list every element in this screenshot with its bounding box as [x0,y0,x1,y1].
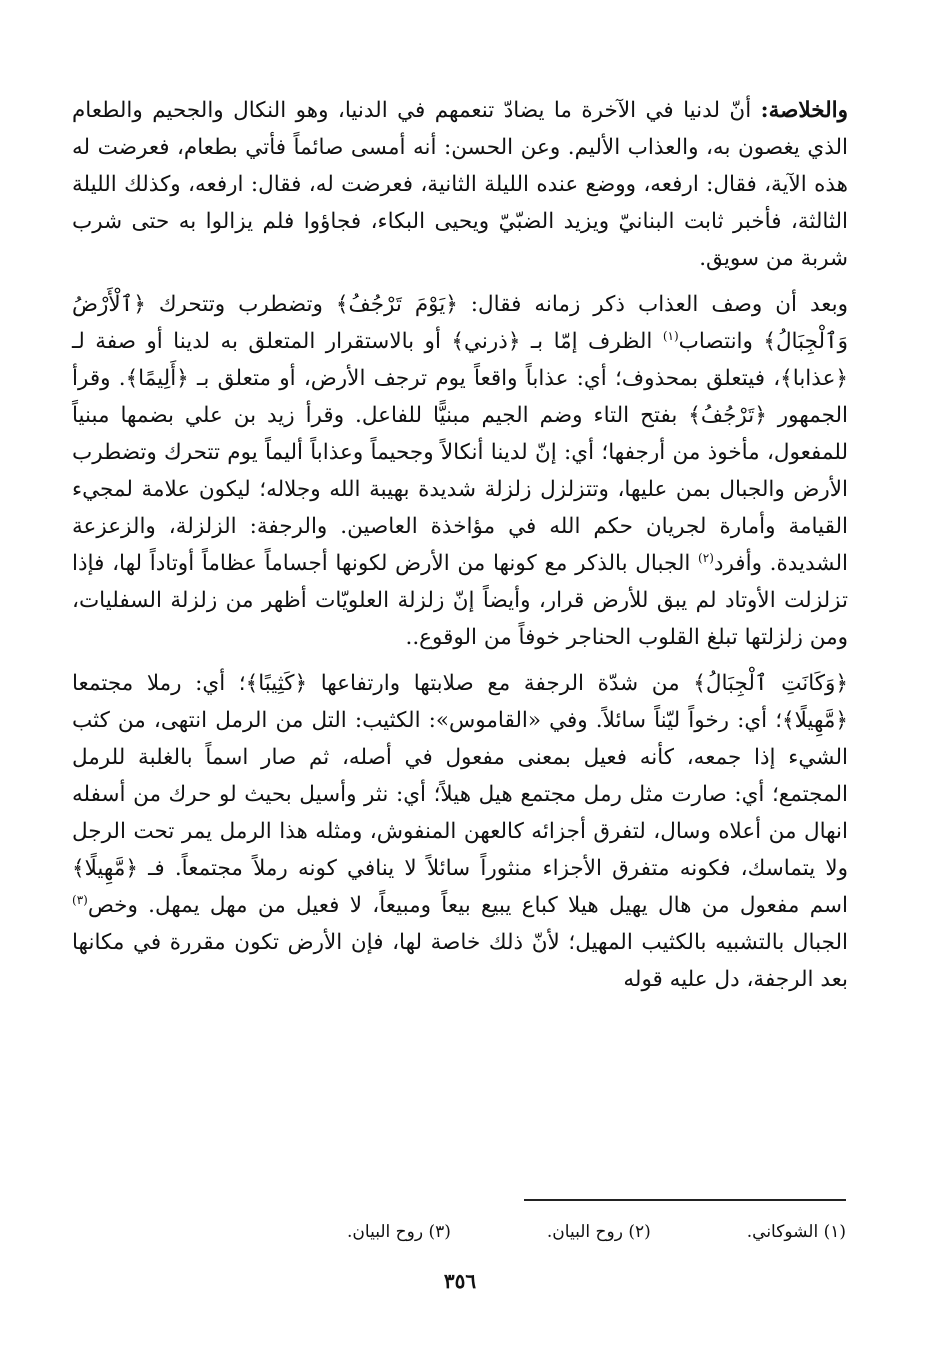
paragraph-tremble [72,286,848,656]
paragraph-text-part: ﴿وَكَانَتِ ٱلْجِبَالُ﴾ من شدّة الرجفة مع صلابتها وارتفاعها ﴿كَثِيبًا﴾؛ أي: رملا مجتمعا ﴿مَّهِيلًا﴾؛ أي: رخواً ليّناً سائلاً. وفي «القاموس»: الكثيب: التل من الرمل انتهى، من كثب الشيء إذا جمعه، كأنه فعيل بمعنى مفعول في أصله، ثم صار اسماً بالغلبة للرمل المجتمع؛ أي: صارت مثل رمل مجتمع هيل هيلاً؛ أي: نثر وأسيل بحيث لو حرك من أسفله انهال من أعلاه وسال، لتفرق أجزائه كالعهن المنفوش، ومثله هذا الرمل يمر تحت الرجل ولا يتماسك، فكونه متفرق الأجزاء منثوراً سائلاً لا ينافي كونه رملاً مجتمعاً. فـ ﴿مَّهِيلًا﴾ اسم مفعول من هال يهيل هيلا كباع يبيع بيعاً ومبيعاً، لا فعيل من مهل يمهل. وخص [72,671,848,918]
page-number: ٣٥٦ [443,1269,477,1293]
footnote-item: (٣) روح البيان. [347,1222,451,1242]
footnote-marker: (١) [662,328,679,343]
page-body [72,92,849,1293]
paragraph-text-part: الجبال بالتشبيه بالكثيب المهيل؛ لأنّ ذلك خاصة لها، فإن الأرض تكون مقررة في مكانها بعد الرجفة، دل عليه قوله [72,930,848,992]
paragraph-text-part: الجبال بالذكر مع كونها من الأرض لكونها أجساماً عظاماً أوتاداً لها، فإذا تزلزلت الأوتاد لم يبق للأرض قرار، وأيضاً إنّ زلزلة العلويّات أظهر من زلزلة السفليات، ومن زلزلتها تبلغ القلوب الحناجر خوفاً من الوقوع.. [72,551,848,650]
footnote-item: (١) الشوكاني. [746,1222,846,1242]
paragraph-text-part: وبعد أن وصف العذاب ذكر زمانه فقال: ﴿يَوْمَ تَرْجُفُ﴾ وتضطرب وتتحرك ﴿ٱلْأَرْضُ وَٱلْجِبَالُ﴾ وانتصاب [72,292,849,354]
paragraph-text: أنّ لدنيا في الآخرة ما يضادّ تنعمهم في الدنيا، وهو النكال والجحيم والطعام الذي يغصون به، والعذاب الأليم. وعن الحسن: أنه أمسى صائماً فأتي بطعام، فعرضت له هذه الآية، فقال: ارفعه، ووضع عنده الليلة الثانية، فعرضت له، فقال: ارفعه، وكذلك الليلة الثالثة، فأخبر ثابت البنانيّ ويزيد الضبّيّ ويحيى البكاء، فجاؤوا فلم يزالوا به حتى شرب شربة من سويق. [72,98,848,271]
footnote-marker: (٢) [698,550,714,565]
paragraph-lead-word: والخلاصة: [760,98,848,123]
paragraph-summary [72,92,848,277]
footnote-item: (٢) روح البيان. [546,1222,651,1242]
footnote-divider [524,1199,846,1201]
paragraph-text-part: الظرف إمّا بـ ﴿ذرني﴾ أو بالاستقرار المتعلق به لدينا أو صفة لـ ﴿عذابا﴾، فيتعلق بمحذوف؛ أي: عذاباً واقعاً يوم ترجف الأرض، أو متعلق بـ ﴿أَلِيمًا﴾. وقرأ الجمهور ﴿تَرْجُفُ﴾ بفتح التاء وضم الجيم مبنيًّا للفاعل. وقرأ زيد بن علي بضمها مبنياً للمفعول، مأخوذ من أرجفها؛ أي: إنّ لدينا أنكالاً وجحيماً وعذاباً أليماً يوم تتحرك وتضطرب الأرض والجبال بمن عليها، وتتزلزل زلزلة شديدة بهيبة الله وجلاله؛ ليكون علامة لمجيء القيامة وأمارة لجريان حكم الله في مؤاخذة العاصين. والرجفة: الزلزلة، والزعزعة الشديدة. وأفرد [72,329,849,576]
paragraph-mountains [72,665,848,998]
footnotes [86,1220,846,1244]
footnote-marker: (٣) [72,892,88,907]
